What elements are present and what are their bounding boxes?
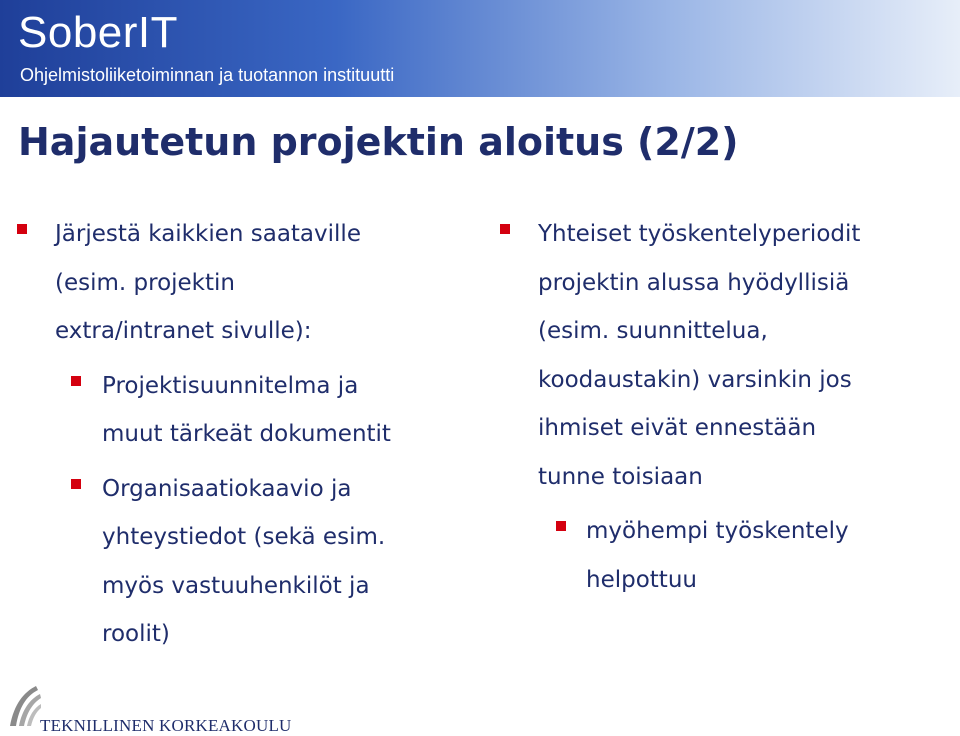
- left-main-bullet: [15, 210, 455, 356]
- header-band: [0, 0, 960, 97]
- right-sub-bullet: [498, 507, 938, 604]
- footer-university-name: TEKNILLINEN KORKEAKOULU: [40, 716, 292, 735]
- brand-logo-text: SoberIT: [18, 8, 179, 57]
- bullet-square-icon: [71, 376, 81, 386]
- left-sub-bullet: [15, 362, 455, 459]
- slide-title: Hajautetun projektin aloitus (2/2): [18, 120, 739, 164]
- university-logo-icon: [6, 684, 42, 730]
- right-main-bullet-text: Yhteiset työskentelyperiodit projektin alussa hyödyllisiä (esim. suunnittelua, koodaustakin) varsinkin jos ihmiset eivät ennestään tunne toisiaan: [538, 221, 861, 490]
- left-main-bullet-text: Järjestä kaikkien saataville (esim. projektin extra/intranet sivulle):: [55, 221, 361, 344]
- bullet-square-icon: [500, 224, 510, 234]
- bullet-square-icon: [556, 521, 566, 531]
- left-column: [15, 210, 455, 659]
- left-sub-bullet-text: Projektisuunnitelma ja muut tärkeät dokumentit: [102, 372, 391, 447]
- left-sub-bullet: [15, 465, 455, 659]
- bullet-square-icon: [17, 224, 27, 234]
- right-main-bullet: [498, 210, 938, 501]
- left-sub-bullet-text: Organisaatiokaavio ja yhteystiedot (sekä esim. myös vastuuhenkilöt ja roolit): [102, 475, 386, 647]
- institute-subtitle: Ohjelmistoliiketoiminnan ja tuotannon instituutti: [20, 65, 395, 85]
- right-column: [498, 210, 938, 604]
- bullet-square-icon: [71, 479, 81, 489]
- right-sub-bullet-text: myöhempi työskentely helpottuu: [586, 518, 849, 593]
